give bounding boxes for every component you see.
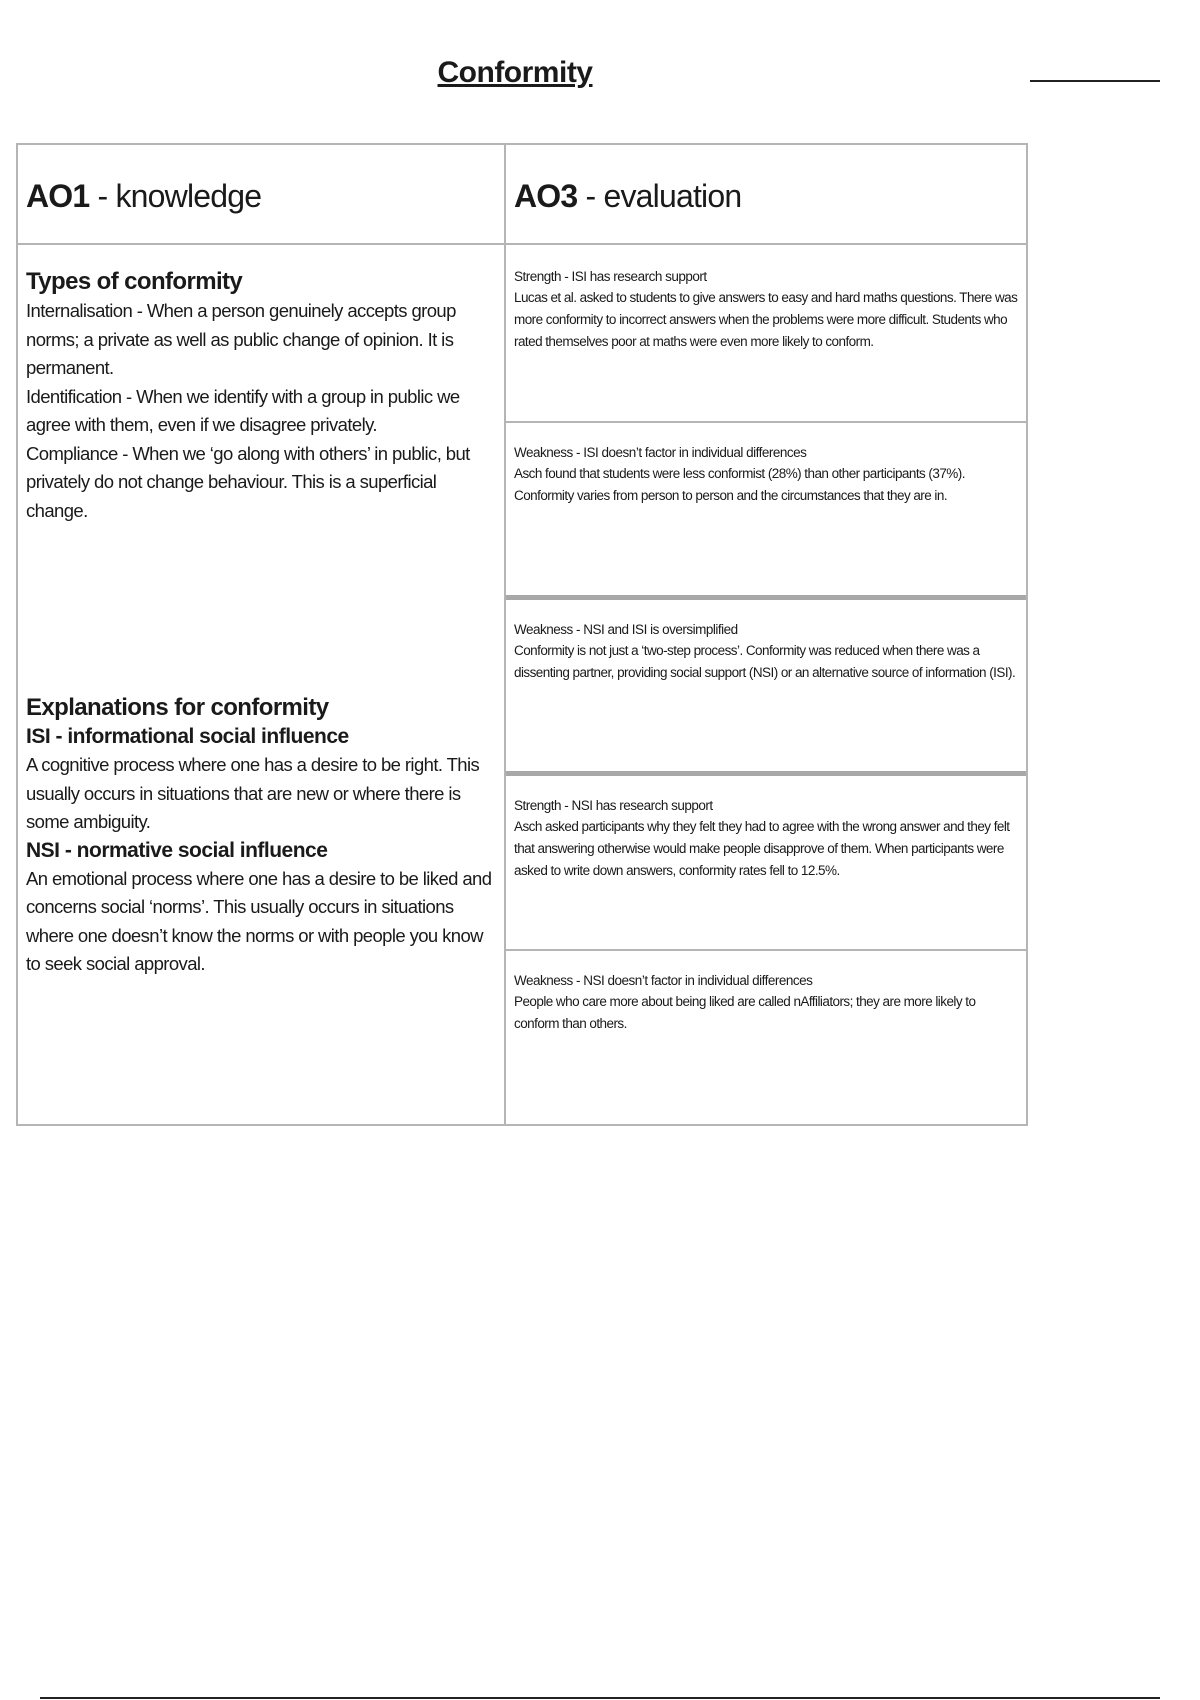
evaluation-text: Asch asked participants why they felt they had to agree with the wrong answer and they felt that answering otherwise would make people disapprove of them. When participants were asked to write down answers, conformity rates fell to 12.5%. — [514, 819, 1010, 878]
evaluation-cell — [506, 600, 1026, 776]
evaluation-cell — [506, 423, 1026, 600]
nsi-title: NSI - normative social influence — [26, 838, 328, 862]
evaluation-text: People who care more about being liked are called nAffiliators; they are more likely to conform than others. — [514, 994, 976, 1031]
ao3-label: - evaluation — [577, 178, 742, 214]
evaluation-text: Lucas et al. asked to students to give answers to easy and hard maths questions. There was more conformity to incorrect answers when the problems were more difficult. Students who rated themselves poor at maths were even more likely to conform. — [514, 290, 1018, 349]
evaluation-text: Asch found that students were less conformist (28%) than other participants (37%). Conformity varies from person to person and the circumstances that they are in. — [514, 466, 965, 503]
internalisation-text: Internalisation - When a person genuinely accepts group norms; a private as well as public change of opinion. It is permanent. — [26, 300, 456, 378]
ao1-header — [18, 145, 504, 245]
ao3-header — [506, 145, 1026, 245]
evaluation-cell — [506, 776, 1026, 951]
evaluation-heading: Strength - NSI has research support — [514, 798, 713, 813]
explanations-title: Explanations for conformity — [26, 694, 329, 721]
evaluation-cell — [506, 247, 1026, 423]
evaluation-heading: Weakness - NSI and ISI is oversimplified — [514, 622, 738, 637]
knowledge-column — [18, 245, 504, 979]
evaluation-heading: Weakness - NSI doesn’t factor in individual differences — [514, 973, 813, 988]
notes-table — [16, 143, 1028, 1126]
ao1-label: - knowledge — [89, 178, 262, 214]
nsi-text: An emotional process where one has a desire to be liked and concerns social ‘norms’. This usually occurs in situations where one doesn’t know the norms or with people you know to seek social approval. — [26, 867, 492, 974]
identification-text: Identification - When we identify with a group in public we agree with them, even if we disagree privately. — [26, 385, 460, 435]
isi-title: ISI - informational social influence — [26, 725, 349, 748]
types-title: Types of conformity — [26, 268, 243, 295]
compliance-text: Compliance - When we ‘go along with others’ in public, but privately do not change behaviour. This is a superficial change. — [26, 442, 470, 521]
evaluation-cell — [506, 951, 1026, 1124]
evaluation-heading: Strength - ISI has research support — [514, 269, 707, 284]
ao1-code: AO1 — [26, 178, 90, 214]
evaluation-text: Conformity is not just a ‘two-step process’. Conformity was reduced when there was a dissenting partner, providing social support (NSI) or an alternative source of information (ISI). — [514, 643, 1016, 680]
isi-text: A cognitive process where one has a desire to be right. This usually occurs in situations that are new or where there is some ambiguity. — [26, 754, 480, 832]
page-title: Conformity — [437, 56, 593, 89]
evaluation-heading: Weakness - ISI doesn’t factor in individual differences — [514, 445, 807, 460]
ao3-code: AO3 — [514, 178, 578, 214]
top-rule-divider — [1030, 80, 1160, 82]
bottom-rule-divider — [40, 1697, 1160, 1699]
